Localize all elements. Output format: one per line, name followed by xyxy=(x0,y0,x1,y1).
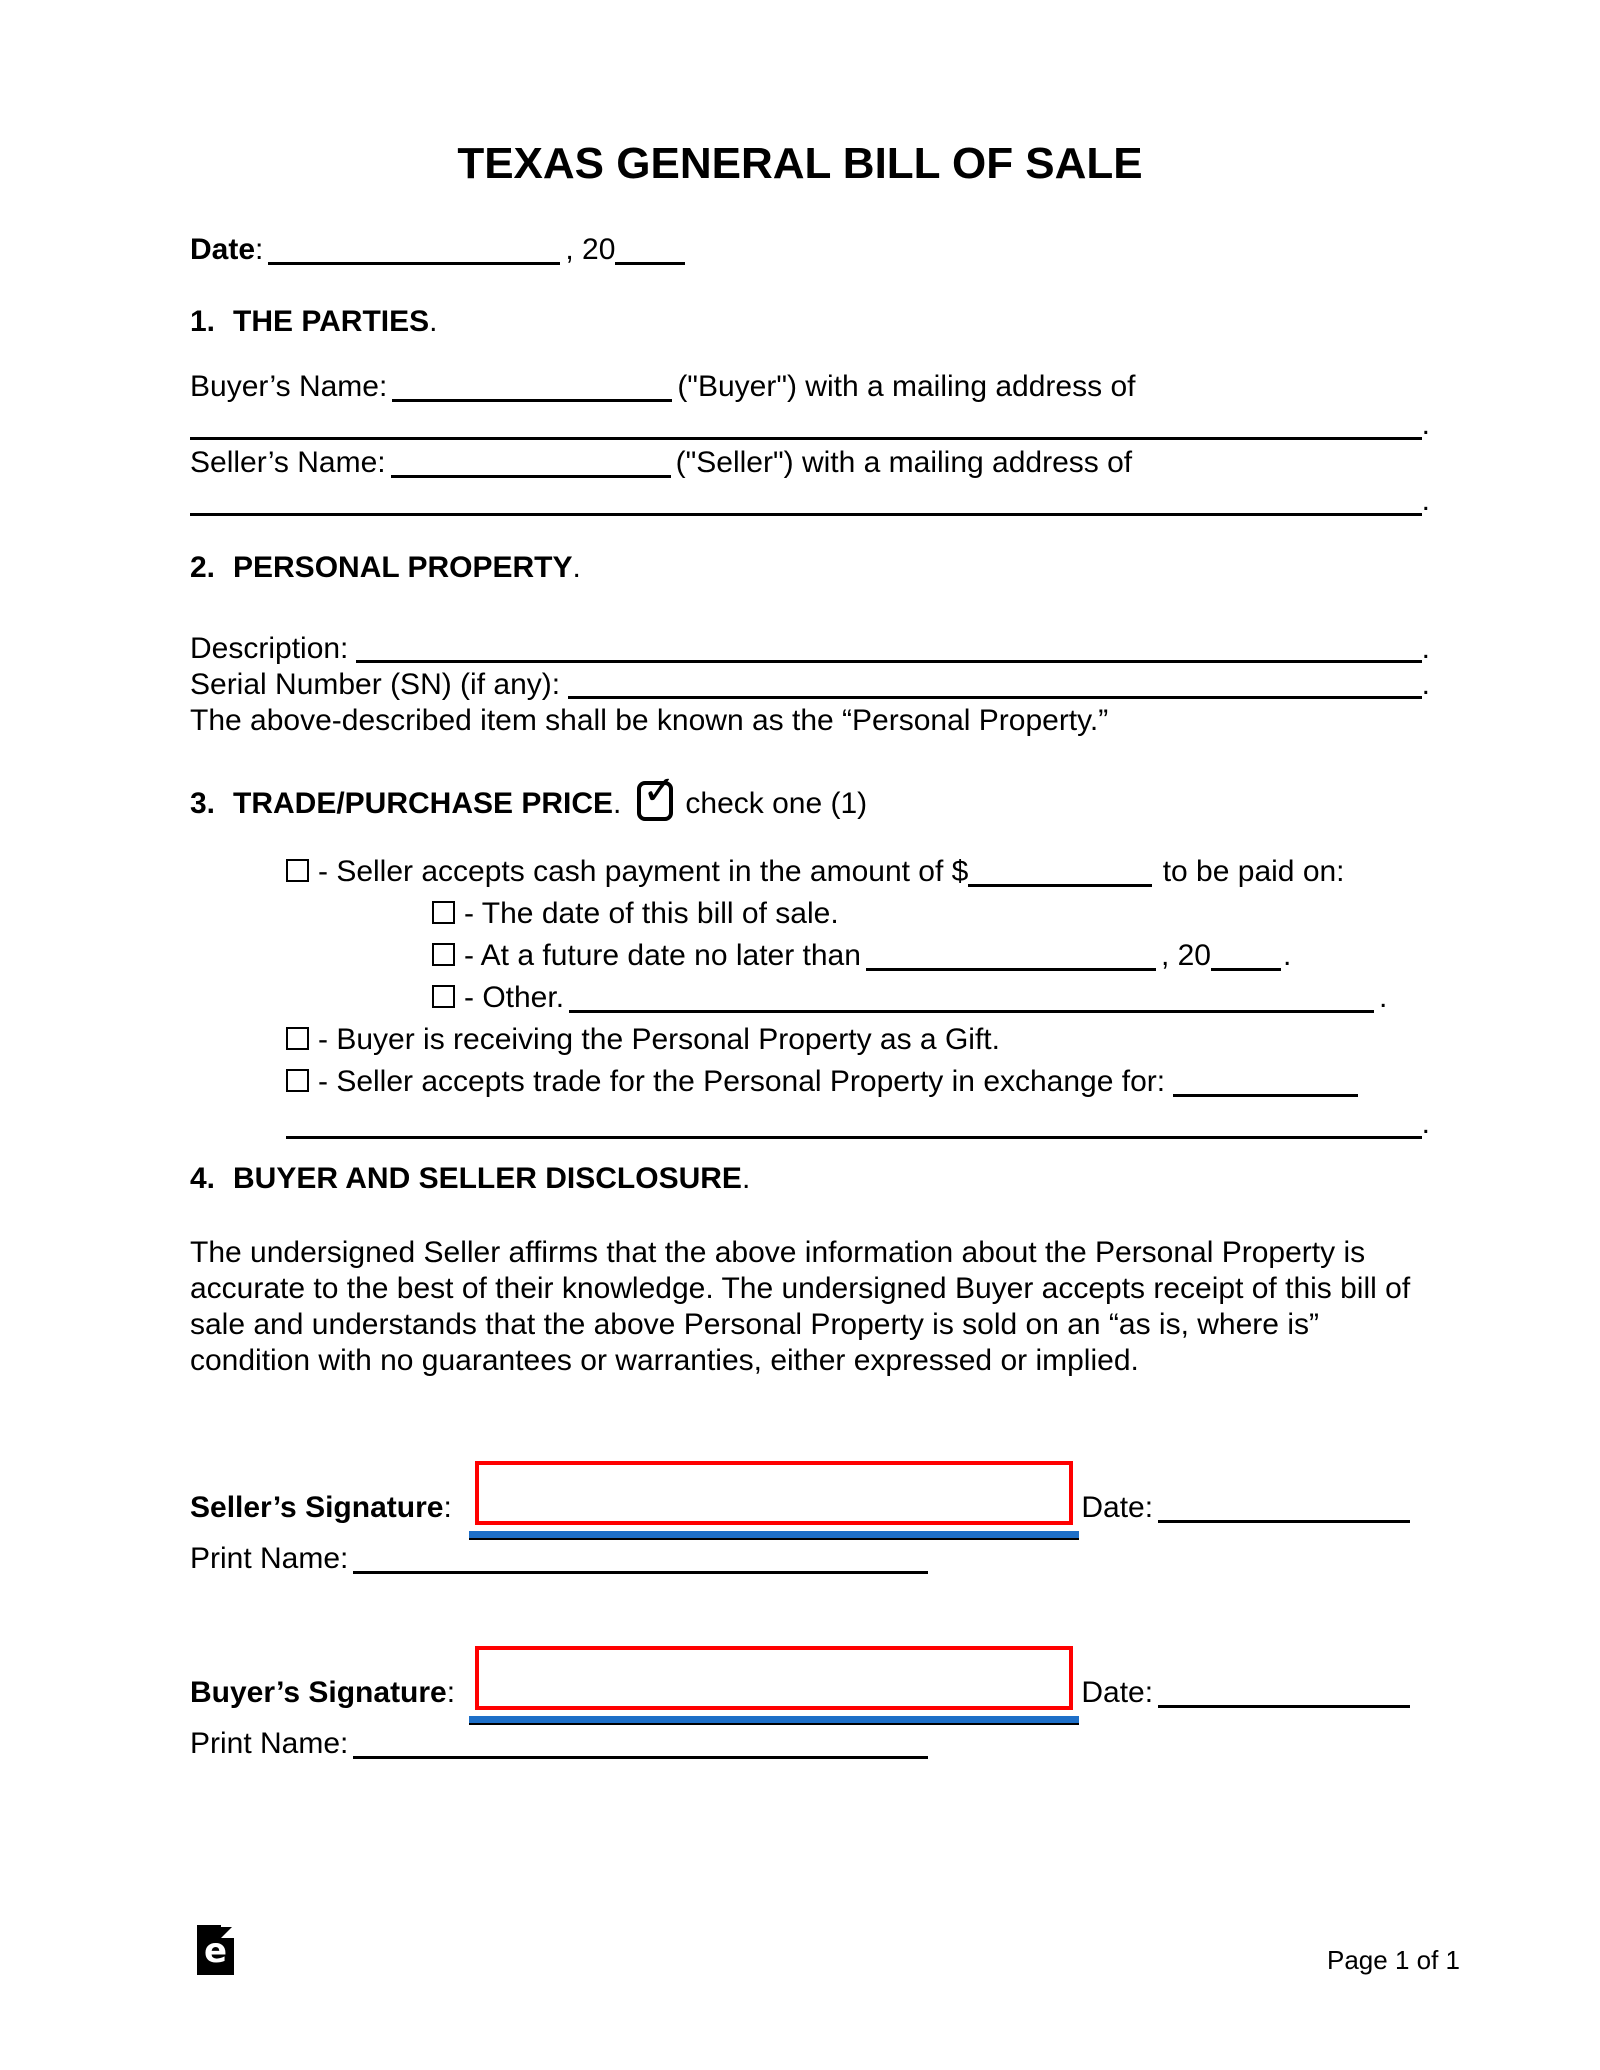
property-note: The above-described item shall be known as the “Personal Property.” xyxy=(190,704,1109,737)
seller-signature-label: Seller’s Signature: xyxy=(190,1491,452,1524)
parties-body xyxy=(190,368,1430,520)
description-line: Description: . xyxy=(190,632,1430,665)
trade-continuation-line: . xyxy=(190,1103,1430,1145)
buyer-address-blank xyxy=(190,406,1422,440)
buyer-address-line: . xyxy=(190,406,1430,444)
seller-signature-row xyxy=(190,1461,1430,1526)
serial-number-line: Serial Number (SN) (if any): . xyxy=(190,668,1430,701)
cash-checkbox[interactable] xyxy=(286,859,309,882)
date-of-sale-checkbox[interactable] xyxy=(432,901,455,924)
date-blank xyxy=(268,238,560,265)
property-body xyxy=(190,631,1430,739)
future-date-checkbox[interactable] xyxy=(432,943,455,966)
seller-date-label: Date: xyxy=(1081,1491,1154,1524)
buyer-signature-row xyxy=(190,1646,1430,1711)
buyer-name-label: Buyer’s Name: xyxy=(190,370,388,403)
seller-address-blank xyxy=(190,482,1422,516)
checked-checkbox-icon[interactable]: ✓ xyxy=(637,781,673,821)
serial-number-blank xyxy=(568,667,1422,699)
buyer-print-name-row xyxy=(190,1726,1430,1762)
seller-date-blank xyxy=(1158,1496,1410,1523)
document-title: TEXAS GENERAL BILL OF SALE xyxy=(457,139,1143,188)
trade-blank xyxy=(1173,1070,1358,1097)
seller-name-label: Seller’s Name: xyxy=(190,446,386,479)
section-number: 3. xyxy=(190,787,216,820)
page-number: Page 1 of 1 xyxy=(1327,1945,1460,1975)
buyer-signature-label: Buyer’s Signature: xyxy=(190,1676,456,1709)
seller-print-name-row xyxy=(190,1541,1430,1577)
section-number: 1. xyxy=(190,305,216,338)
buyer-name-blank xyxy=(392,375,672,402)
section-heading-parties: 1. THE PARTIES. xyxy=(190,305,438,338)
disclosure-paragraph: The undersigned Seller affirms that the above information about the Personal Property is accurate to the best of their knowledge. The undersigned Buyer accepts receipt of this bill of sale and understands that the above Personal Property is sold on an “as is, where is” condition with no guarantees or warranties, either expressed or implied. xyxy=(190,1236,1411,1377)
date-label: Date xyxy=(190,233,256,266)
price-options xyxy=(190,851,1430,1145)
date-line: Date: , 20 xyxy=(190,232,1430,268)
section-heading-property: 2. PERSONAL PROPERTY. xyxy=(190,551,581,584)
buyer-name-line: Buyer’s Name: ("Buyer") with a mailing address of xyxy=(190,370,1136,403)
seller-signature-field[interactable] xyxy=(475,1461,1073,1525)
section-heading-price: 3. TRADE/PURCHASE PRICE. ✓ check one (1) xyxy=(190,768,868,820)
buyer-signature-slot xyxy=(475,1646,1073,1710)
section-heading-disclosure: 4. BUYER AND SELLER DISCLOSURE. xyxy=(190,1162,751,1195)
seller-signature-line xyxy=(469,1531,1079,1538)
gift-checkbox[interactable] xyxy=(286,1027,309,1050)
seller-name-blank xyxy=(391,451,671,478)
trade-checkbox[interactable] xyxy=(286,1069,309,1092)
future-date-blank xyxy=(866,944,1156,971)
section-number: 4. xyxy=(190,1162,216,1195)
option-cash: - Seller accepts cash payment in the amount of $ to be paid on: xyxy=(190,851,1430,893)
year-blank xyxy=(615,238,685,265)
future-year-blank xyxy=(1211,944,1281,971)
seller-signature-slot xyxy=(475,1461,1073,1525)
option-date-of-sale: - The date of this bill of sale. xyxy=(190,893,1430,935)
description-label: Description: xyxy=(190,632,349,665)
option-other: - Other. . xyxy=(190,977,1430,1019)
trade-continuation-blank xyxy=(286,1103,1422,1139)
section-number: 2. xyxy=(190,551,216,584)
other-blank xyxy=(569,986,1374,1013)
print-name-label: Print Name: xyxy=(190,1542,349,1575)
buyer-signature-line xyxy=(469,1716,1079,1723)
logo-letter: e xyxy=(203,1931,228,1971)
check-one-label: check one (1) xyxy=(685,787,868,820)
buyer-date-blank xyxy=(1158,1681,1410,1708)
buyer-signature-field[interactable] xyxy=(475,1646,1073,1710)
seller-name-line: Seller’s Name: ("Seller") with a mailing address of xyxy=(190,446,1133,479)
eforms-logo xyxy=(197,1925,234,1975)
cash-amount-blank xyxy=(968,860,1152,887)
print-name-label: Print Name: xyxy=(190,1727,349,1760)
option-future-date: - At a future date no later than , 20 . xyxy=(190,935,1430,977)
serial-number-label: Serial Number (SN) (if any): xyxy=(190,668,561,701)
other-checkbox[interactable] xyxy=(432,985,455,1008)
option-trade: - Seller accepts trade for the Personal Property in exchange for: xyxy=(190,1061,1430,1103)
buyer-print-name-blank xyxy=(353,1732,928,1759)
description-blank xyxy=(356,631,1421,663)
buyer-date-label: Date: xyxy=(1081,1676,1154,1709)
option-gift: - Buyer is receiving the Personal Property as a Gift. xyxy=(190,1019,1430,1061)
seller-address-line: . xyxy=(190,482,1430,520)
seller-print-name-blank xyxy=(353,1547,928,1574)
